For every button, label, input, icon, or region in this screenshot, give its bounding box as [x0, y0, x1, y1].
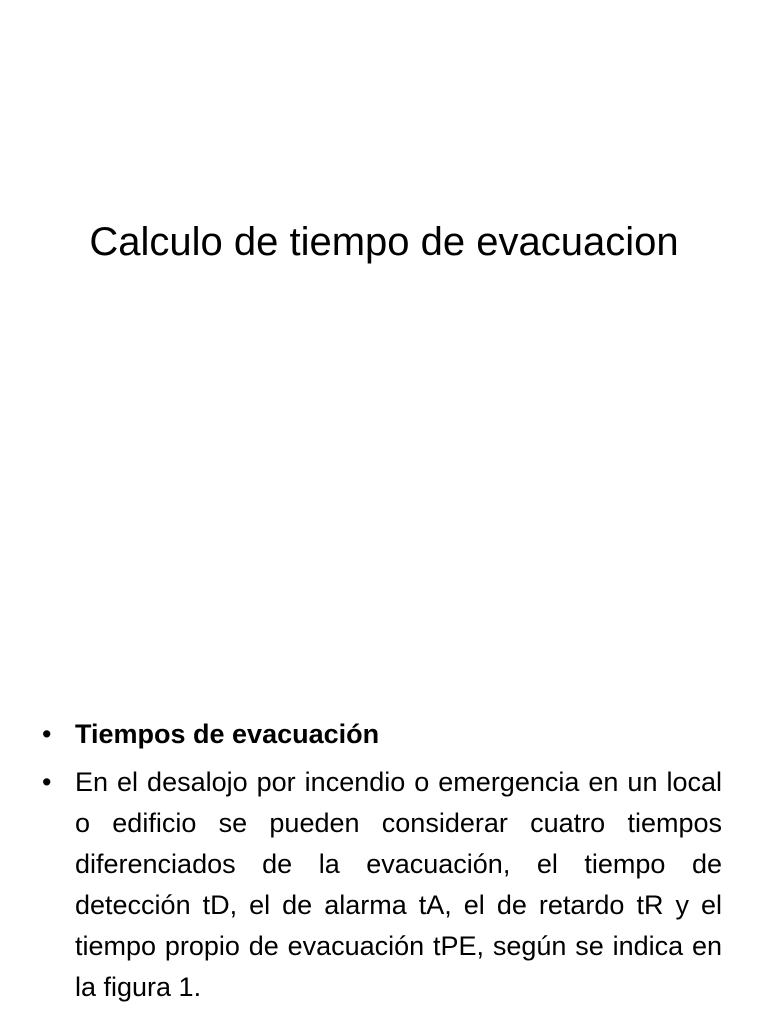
bullet-paragraph-text: En el desalojo por incendio o emergencia en un local o edificio se pueden considerar cuatro tiempos diferenciados de la evacuación, el tiempo de detección tD, el de alarma tA, el de retardo tR y el tiempo propio de evacuación tPE, según se indica en la figura 1. [75, 767, 722, 1002]
bullet-list [42, 714, 722, 1015]
bullet-item-paragraph [42, 762, 722, 1008]
slide-title: Calculo de tiempo de evacuacion [89, 220, 679, 264]
bullet-heading-text: Tiempos de evacuación [75, 719, 380, 749]
bullet-dot-icon: • [42, 767, 52, 797]
bullet-dot-icon: • [42, 719, 52, 749]
bullet-item-heading [42, 714, 722, 755]
